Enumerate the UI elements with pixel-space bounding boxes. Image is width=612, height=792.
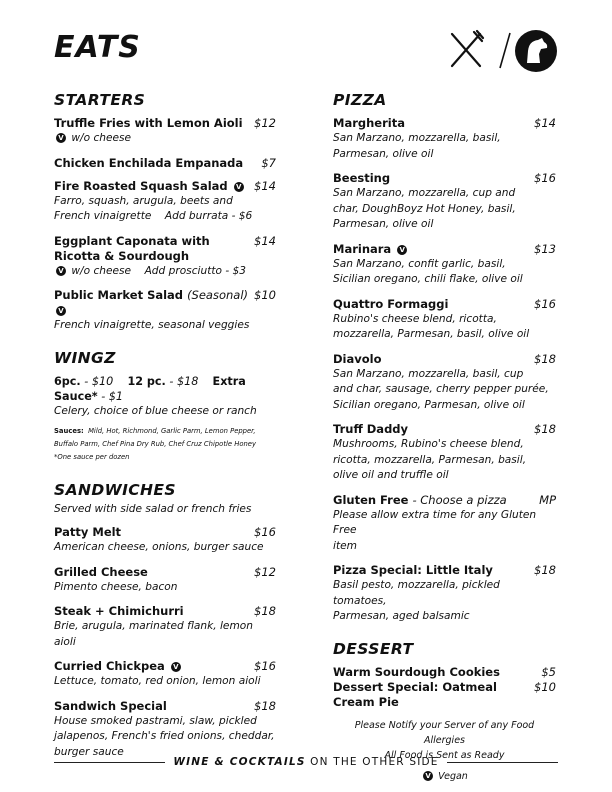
wingz-extra-label: Extra Sauce* <box>54 374 246 403</box>
item-price: $7 <box>261 155 276 170</box>
left-column <box>54 90 276 769</box>
wingz-extra-price: - $1 <box>101 389 124 403</box>
menu-item <box>333 680 556 710</box>
item-price: $16 <box>534 296 556 311</box>
menu-item <box>54 288 276 334</box>
menu-item <box>54 659 276 690</box>
sandwiches-note: Served with side salad or french fries <box>54 503 252 515</box>
vegan-icon: V <box>56 266 66 276</box>
item-price: $18 <box>534 563 556 577</box>
item-name: Pizza Special: Little Italy <box>333 563 493 577</box>
item-name: Truffle Fries with Lemon Aioli <box>54 116 243 130</box>
item-price: $10 <box>534 679 556 694</box>
item-desc: Please allow extra time for any Gluten Free <box>333 508 537 536</box>
pizza-section <box>333 90 556 625</box>
menu-item <box>54 604 276 650</box>
dog-logo-icon <box>514 29 558 73</box>
menu-item <box>54 699 276 761</box>
footer-banner <box>54 753 558 771</box>
item-desc: San Marzano, mozzarella, cup and <box>333 187 516 199</box>
item-desc: Basil pesto, mozzarella, pickled tomatoes, <box>333 579 500 607</box>
item-price: $18 <box>254 698 276 713</box>
section-title-starters: STARTERS <box>54 91 146 109</box>
item-name-line2: Ricotta & Sourdough <box>54 248 190 263</box>
wingz-six-price: - $10 <box>84 374 114 388</box>
sauces-line1: Mild, Hot, Richmond, Garlic Parm, Lemon Pepper, <box>88 427 256 435</box>
vegan-legend-label: Vegan <box>438 770 468 782</box>
item-desc: Parmesan, aged balsamic <box>333 610 470 622</box>
sauces-label: Sauces: <box>54 427 84 435</box>
item-desc: San Marzano, mozzarella, basil, <box>333 132 501 144</box>
menu-item <box>333 422 556 484</box>
sauce-note: *One sauce per dozen <box>54 453 130 461</box>
menu-item <box>54 234 276 280</box>
item-desc: char, DoughBoyz Hot Honey, basil, <box>333 202 516 215</box>
vegan-icon: V <box>397 245 407 255</box>
menu-item <box>333 352 556 414</box>
menu-item <box>333 297 556 343</box>
item-price: $5 <box>541 664 556 679</box>
footer-rest: ON THE OTHER SIDE <box>310 756 439 768</box>
item-desc: item <box>333 539 357 552</box>
item-name: Public Market Salad <box>54 288 184 302</box>
item-desc: Sicilian oregano, Parmesan, olive oil <box>333 398 525 411</box>
item-name: Chicken Enchilada Empanada <box>54 155 244 170</box>
item-name: Quattro Formaggi <box>333 296 449 311</box>
item-desc: and char, sausage, cherry pepper purée, <box>333 383 549 395</box>
allergy-line1: Please Notify your Server of any Food Allergies <box>354 719 535 746</box>
item-price: $14 <box>534 116 556 130</box>
item-price: $18 <box>254 604 276 618</box>
allergy-notes <box>333 718 556 784</box>
item-price: MP <box>539 492 556 507</box>
item-desc: mozzarella, Parmesan, basil, olive oil <box>333 328 530 340</box>
item-name: Warm Sourdough Cookies <box>333 664 500 679</box>
wingz-twelve-label: 12 pc. <box>127 374 166 388</box>
item-desc: Parmesan, olive oil <box>333 147 434 160</box>
item-desc: House smoked pastrami, slaw, pickled <box>54 714 257 727</box>
item-name: Fire Roasted Squash Salad <box>54 178 228 193</box>
sandwiches-section <box>54 480 276 760</box>
item-price: $14 <box>254 233 276 248</box>
item-name: Curried Chickpea <box>54 659 165 673</box>
item-name-sub: - Choose a pizza <box>412 492 507 507</box>
menu-item <box>333 493 556 555</box>
menu-item <box>333 665 556 680</box>
footer-bold: WINE & COCKTAILS <box>173 756 306 768</box>
item-name: Marinara <box>333 241 392 256</box>
menu-item <box>54 116 276 147</box>
item-price: $18 <box>534 422 556 436</box>
footer-rule-right <box>447 762 558 763</box>
vegan-icon: V <box>56 306 66 316</box>
vegan-icon: V <box>423 771 433 781</box>
menu-item <box>333 563 556 625</box>
wingz-twelve-price: - $18 <box>169 374 199 388</box>
item-price: $16 <box>534 171 556 185</box>
footer-rule-left <box>54 762 165 763</box>
vegan-icon: V <box>234 182 244 192</box>
sauces-line2: Buffalo Parm, Chef Pina Dry Rub, Chef Cruz Chipotle Honey <box>54 440 256 448</box>
wingz-sauces <box>54 425 276 464</box>
item-name: Grilled Cheese <box>54 564 148 579</box>
item-desc: ricotta, mozzarella, Parmesan, basil, <box>333 453 527 466</box>
item-price: $16 <box>254 659 276 673</box>
item-note: w/o cheese <box>71 132 132 144</box>
item-price: $14 <box>254 178 276 193</box>
menu-item <box>54 179 276 225</box>
item-name: Truff Daddy <box>333 422 409 436</box>
item-desc: Mushrooms, Rubino's cheese blend, <box>333 438 524 450</box>
section-title-wingz: WINGZ <box>54 348 116 367</box>
wingz-section <box>54 348 276 465</box>
item-desc: Parmesan, olive oil <box>333 218 434 230</box>
footer-text <box>165 756 446 768</box>
menu-item <box>333 116 556 162</box>
item-name: Sandwich Special <box>54 698 167 713</box>
item-desc: Brie, arugula, marinated flank, lemon aioli <box>54 620 253 648</box>
item-name: Beesting <box>333 171 391 185</box>
item-addon: Add prosciutto - $3 <box>144 264 247 277</box>
section-title-dessert: DESSERT <box>333 639 414 658</box>
item-name: Eggplant Caponata with <box>54 233 210 248</box>
item-price: $10 <box>254 288 276 302</box>
item-name: Gluten Free <box>333 492 409 507</box>
item-desc: Lettuce, tomato, red onion, lemon aioli <box>54 675 261 687</box>
item-name: Patty Melt <box>54 525 122 539</box>
menu-item <box>54 525 276 556</box>
item-price: $12 <box>254 116 276 130</box>
menu-item <box>54 156 276 171</box>
menu-item <box>54 565 276 596</box>
right-column <box>333 90 556 784</box>
starters-section <box>54 90 276 334</box>
vegan-icon: V <box>56 133 66 143</box>
item-desc: French vinaigrette, seasonal veggies <box>54 319 250 331</box>
allergy-line2: All Food is Sent as Ready <box>384 749 505 761</box>
section-title-sandwiches: SANDWICHES <box>54 481 176 499</box>
item-desc: jalapenos, French's fried onions, cheddar, <box>54 730 275 742</box>
section-title-pizza: PIZZA <box>333 91 387 109</box>
item-desc: San Marzano, mozzarella, basil, cup <box>333 367 524 380</box>
item-desc: Pimento cheese, bacon <box>54 580 178 593</box>
item-price: $12 <box>254 564 276 579</box>
item-desc: Farro, squash, arugula, beets and <box>54 194 233 207</box>
item-name: Diavolo <box>333 351 382 366</box>
header-logos <box>448 28 558 74</box>
item-price: $18 <box>534 351 556 366</box>
item-note: w/o cheese <box>71 264 132 277</box>
item-name: Margherita <box>333 116 405 130</box>
wingz-six-label: 6pc. <box>54 374 81 388</box>
item-desc: San Marzano, confit garlic, basil, <box>333 257 506 270</box>
item-name: Dessert Special: Oatmeal Cream Pie <box>333 679 497 709</box>
item-desc: American cheese, onions, burger sauce <box>54 541 264 553</box>
vegan-icon: V <box>171 662 181 672</box>
item-price: $16 <box>254 525 276 539</box>
item-name-sub: (Seasonal) <box>187 288 249 302</box>
item-addon: Add burrata - $6 <box>164 210 253 222</box>
item-desc: French vinaigrette <box>54 210 152 222</box>
item-desc: olive oil and truffle oil <box>333 469 449 481</box>
wingz-desc: Celery, choice of blue cheese or ranch <box>54 404 257 417</box>
item-desc: Rubino's cheese blend, ricotta, <box>333 312 497 325</box>
menu-title: EATS <box>54 30 141 65</box>
item-name: Steak + Chimichurri <box>54 604 184 618</box>
item-price: $13 <box>534 241 556 256</box>
wingz-prices <box>54 374 276 404</box>
menu-item <box>333 171 556 233</box>
item-desc: Sicilian oregano, chili flake, olive oil <box>333 273 523 285</box>
menu-item <box>333 242 556 288</box>
item-desc: burger sauce <box>54 745 124 758</box>
